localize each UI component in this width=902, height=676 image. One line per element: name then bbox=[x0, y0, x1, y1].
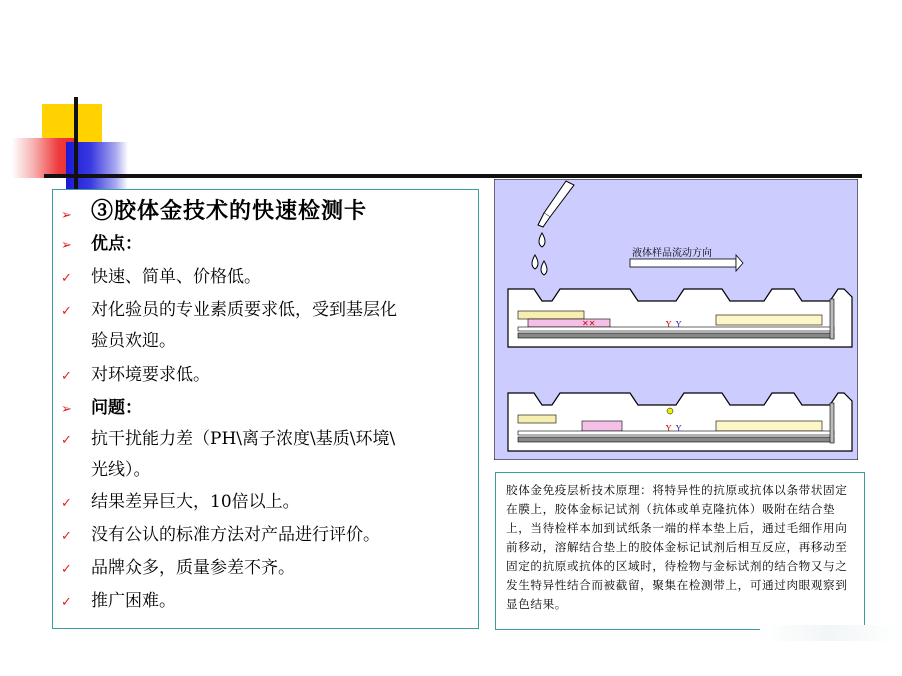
svg-text:Y: Y bbox=[676, 424, 682, 433]
svg-text:✕✕: ✕✕ bbox=[582, 319, 596, 328]
arrow-bullet-icon: ➢ bbox=[61, 402, 72, 417]
test-strip-before bbox=[508, 289, 852, 347]
test-strip-after bbox=[508, 393, 852, 451]
arrow-bullet-icon: ➢ bbox=[61, 208, 72, 223]
check-bullet-icon: ✓ bbox=[61, 562, 72, 577]
list-item-text: 验员欢迎。 bbox=[91, 331, 176, 351]
section-heading: ③胶体金技术的快速检测卡 bbox=[91, 198, 368, 224]
list-item-text: 结果差异巨大，10倍以上。 bbox=[91, 492, 300, 512]
check-bullet-icon: ✓ bbox=[61, 595, 72, 610]
list-item-text: 优点： bbox=[91, 234, 142, 254]
list-item-text: 推广困难。 bbox=[91, 591, 176, 611]
check-bullet-icon: ✓ bbox=[61, 271, 72, 286]
list-item-text: 品牌众多，质量参差不齐。 bbox=[91, 558, 295, 578]
svg-text:Y: Y bbox=[676, 320, 682, 329]
check-bullet-icon: ✓ bbox=[61, 433, 72, 448]
decor-horizontal-line bbox=[44, 174, 862, 178]
list-item-text: 没有公认的标准方法对产品进行评价。 bbox=[91, 525, 380, 545]
flow-direction-label: 液体样品流动方向 bbox=[632, 248, 712, 259]
check-bullet-icon: ✓ bbox=[61, 369, 72, 384]
list-item-text: 问题： bbox=[91, 398, 142, 418]
check-bullet-icon: ✓ bbox=[61, 304, 72, 319]
principle-caption-text: 胶体金免疫层析技术原理：将特异性的抗原或抗体以条带状固定在膜上，胶体金标记试剂（抗体或单克隆抗体）吸附在结合垫上，当待检样本加到试纸条一端的样本垫上后，通过毛细作用向前移动，溶解结合垫上的胶体金标记试剂后相互反应，再移动至固定的抗原或抗体的区域时，待检物与金标试剂的结合物又与之发生特异性结合而被截留，聚集在检测带上，可通过肉眼观察到显色结果。 bbox=[506, 483, 848, 611]
decor-vertical-line bbox=[74, 97, 78, 199]
test-strip-diagram bbox=[494, 179, 858, 460]
svg-text:Y: Y bbox=[666, 424, 672, 433]
list-item-text: 光线）。 bbox=[91, 460, 151, 480]
list-item-text: 快速、简单、价格低。 bbox=[91, 267, 261, 287]
arrow-bullet-icon: ➢ bbox=[61, 238, 72, 253]
check-bullet-icon: ✓ bbox=[61, 496, 72, 511]
decor-bottom-fade bbox=[760, 625, 900, 641]
check-bullet-icon: ✓ bbox=[61, 529, 72, 544]
svg-text:Y: Y bbox=[666, 320, 672, 329]
list-item-text: 对环境要求低。 bbox=[91, 365, 210, 385]
list-item-text: 抗干扰能力差（PH\离子浓度\基质\环境\ bbox=[91, 429, 396, 449]
principle-caption-box bbox=[495, 472, 865, 630]
advantages-problems-panel bbox=[52, 189, 479, 629]
decor-red-square bbox=[12, 138, 74, 178]
list-item-text: 对化验员的专业素质要求低，受到基层化 bbox=[91, 300, 397, 320]
